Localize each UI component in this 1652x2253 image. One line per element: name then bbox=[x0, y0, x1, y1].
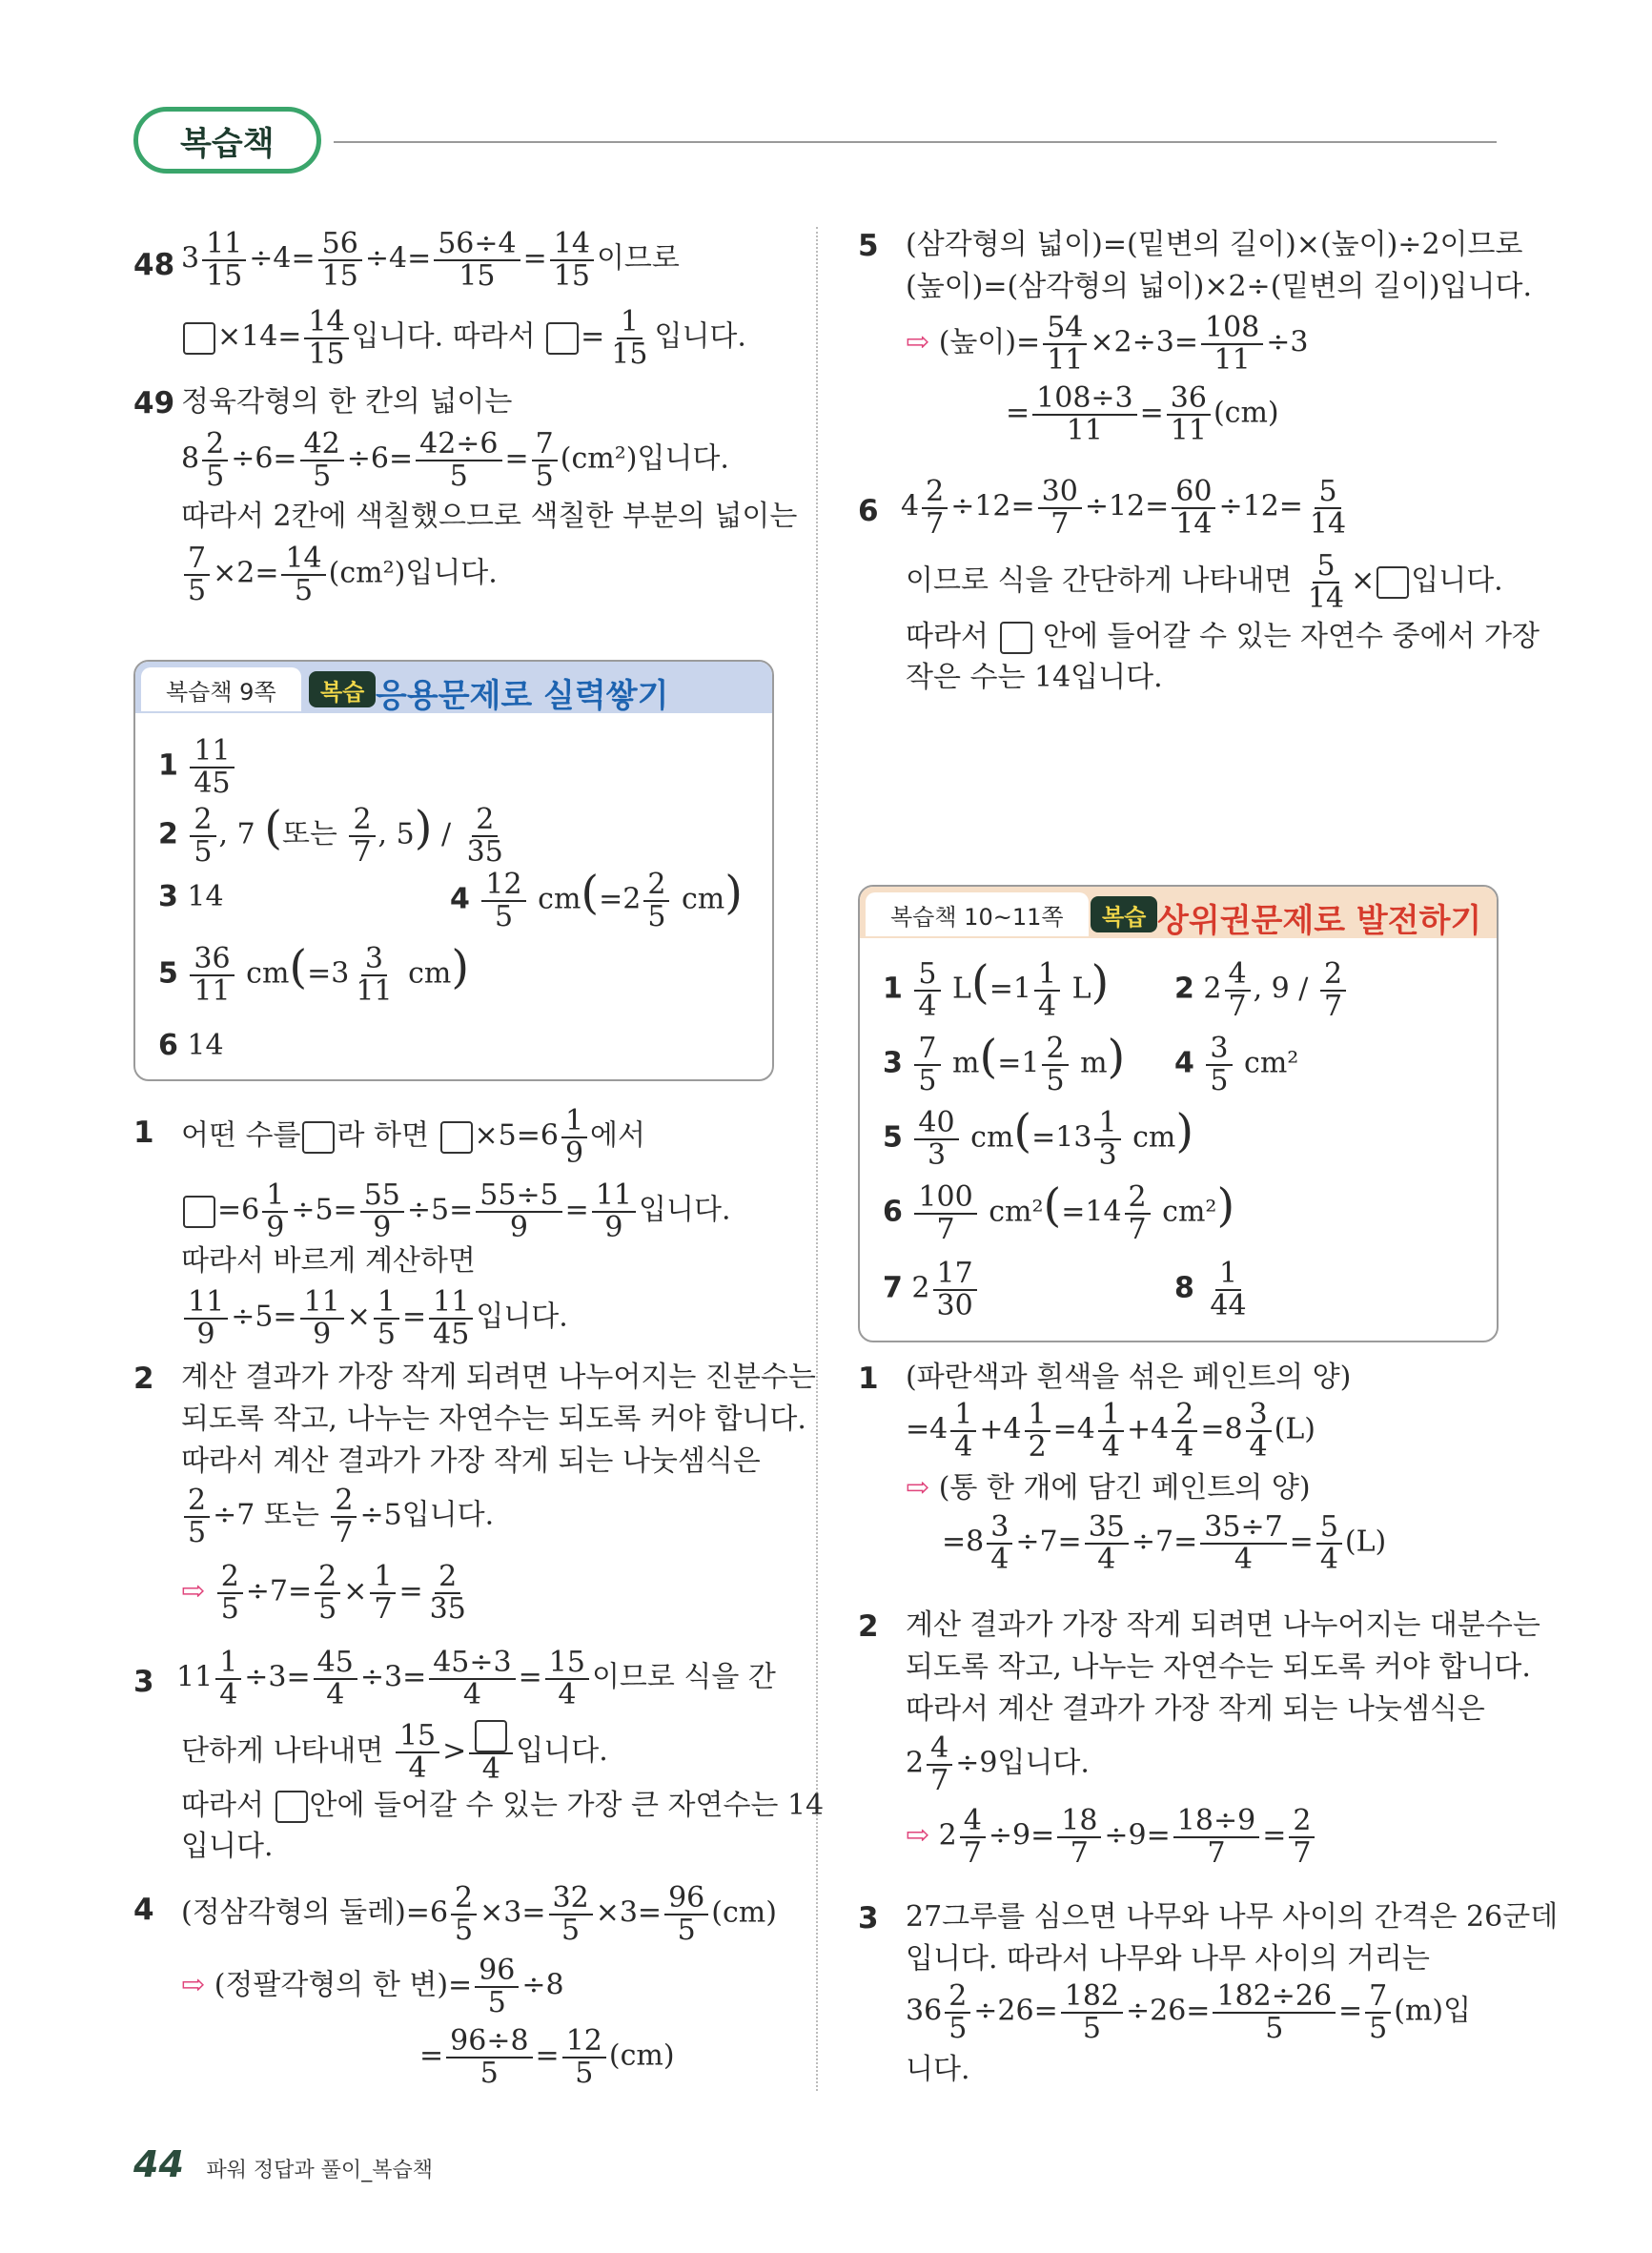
equation-line: 어떤 수를 라 하면 ×5=6 $\frac{1}{9}$ 에서 bbox=[181, 1104, 646, 1170]
answer-5: 5 $\frac{36}{11}$ cm(=3 $\frac{3}{11}$ cm) bbox=[158, 940, 470, 1008]
problem-number: 2 bbox=[858, 1609, 879, 1644]
equation-line: ⇨ 2 $\frac{4}{7}$ ÷9= $\frac{18}{7}$ ÷9= $\frac{18\div 9}{7}$ = $\frac{2}{7}$ bbox=[906, 1806, 1317, 1868]
equation-line: 단하게 나타내면 $\frac{15}{4}$ > 4 입니다. bbox=[181, 1719, 608, 1786]
equation-line: 이므로 식을 간단하게 나타내면 $\frac{5}{14}$ × 입니다. bbox=[906, 549, 1503, 615]
equation-line: =4 $\frac{1}{4}$ +4 $\frac{1}{2}$ =4 $\frac{1}{4}$ +4 $\frac{2}{4}$ =8 $\frac{3}{4}$ (L) bbox=[906, 1398, 1315, 1464]
equation-line: 2 $\frac{4}{7}$ ÷9입니다. bbox=[906, 1731, 1090, 1797]
review-book-badge bbox=[133, 107, 321, 174]
advanced-problems-panel bbox=[858, 885, 1499, 1342]
review-badge: 복습 bbox=[309, 671, 376, 707]
equation-line: $\frac{7}{5}$ ×2= $\frac{14}{5}$ (cm²)입니다. bbox=[181, 543, 498, 605]
problem-number: 5 bbox=[858, 229, 879, 263]
text-line: 정육각형의 한 칸의 넓이는 bbox=[181, 385, 513, 419]
header-rule bbox=[334, 141, 1497, 143]
equation-line: = $\frac{96\div 8}{5}$ = $\frac{12}{5}$ (cm) bbox=[419, 2024, 675, 2090]
equation-line: 4 $\frac{2}{7}$ ÷12= $\frac{30}{7}$ ÷12= $\frac{60}{14}$ ÷12= $\frac{5}{14}$ bbox=[901, 475, 1347, 541]
problem-number: 48 bbox=[133, 248, 175, 282]
answer-1: 1 $\frac{5}{4}$ L(=1 $\frac{1}{4}$ L) bbox=[883, 955, 1110, 1023]
problem-number: 4 bbox=[133, 1893, 154, 1927]
blank-box bbox=[1377, 566, 1409, 599]
blank-box bbox=[183, 322, 215, 355]
blank-box bbox=[302, 1121, 335, 1154]
text-line: 따라서 2칸에 색칠했으므로 색칠한 부분의 넓이는 bbox=[181, 500, 798, 533]
text-line: 따라서 바르게 계산하면 bbox=[181, 1244, 476, 1278]
text-line: 계산 결과가 가장 작게 되려면 나누어지는 대분수는 bbox=[906, 1608, 1540, 1642]
equation-line: =6 $\frac{1}{9}$ ÷5= $\frac{55}{9}$ ÷5= $\frac{55\div 5}{9}$ = $\frac{11}{9}$ 입니다. bbox=[181, 1180, 730, 1242]
equation-line: ⇨ $\frac{2}{5}$ ÷7= $\frac{2}{5}$ × $\frac{1}{7}$ = $\frac{2}{35}$ bbox=[181, 1560, 466, 1626]
answer-6: 6 $\frac{100}{7}$ cm²(=14 $\frac{2}{7}$ cm²) bbox=[883, 1178, 1235, 1246]
blank-box bbox=[440, 1121, 473, 1154]
text-line: 따라서 계산 결과가 가장 작게 되는 나눗셈식은 bbox=[906, 1692, 1485, 1726]
text-line: 따라서 계산 결과가 가장 작게 되는 나눗셈식은 bbox=[181, 1444, 761, 1478]
problem-number: 3 bbox=[133, 1665, 154, 1699]
problem-number: 3 bbox=[858, 1901, 879, 1936]
review-badge: 복습 bbox=[1091, 896, 1157, 932]
text-line: (높이)=(삼각형의 넓이)×2÷(밑변의 길이)입니다. bbox=[906, 270, 1533, 303]
page-footer bbox=[133, 2143, 433, 2185]
answer-4: 4 $\frac{12}{5}$ cm(=2 $\frac{2}{5}$ cm) bbox=[450, 866, 743, 933]
equation-line: = $\frac{108\div 3}{11}$ = $\frac{36}{11}$ (cm) bbox=[1006, 381, 1279, 447]
panel-tab: 복습책 9쪽 bbox=[141, 667, 301, 711]
blank-box bbox=[183, 1196, 215, 1228]
problem-number: 1 bbox=[133, 1116, 154, 1150]
text-line: 작은 수는 14입니다. bbox=[906, 661, 1163, 694]
problem-number: 2 bbox=[133, 1362, 154, 1396]
text-line: 따라서 안에 들어갈 수 있는 가장 큰 자연수는 14 bbox=[181, 1789, 825, 1822]
text-line: 니다. bbox=[906, 2053, 970, 2086]
footer-text: 파워 정답과 풀이_복습책 bbox=[206, 2159, 433, 2182]
text-line: 27그루를 심으면 나무와 나무 사이의 간격은 26군데 bbox=[906, 1900, 1559, 1934]
answer-4: 4 $\frac{3}{5}$ cm² bbox=[1174, 1032, 1299, 1097]
problem-number: 49 bbox=[133, 386, 175, 420]
answer-2: 2 2 $\frac{4}{7}$ , 9 / $\frac{2}{7}$ bbox=[1174, 959, 1349, 1021]
review-book-label: 복습책 bbox=[180, 124, 275, 163]
equation-line: 8 $\frac{2}{5}$ ÷6= $\frac{42}{5}$ ÷6= $\frac{42\div 6}{5}$ = $\frac{7}{5}$ (cm²)입니다. bbox=[181, 427, 729, 493]
equation-line: 36 $\frac{2}{5}$ ÷26= $\frac{182}{5}$ ÷26= $\frac{182\div 26}{5}$ = $\frac{7}{5}$ (m)입 bbox=[906, 1979, 1472, 2045]
blank-box bbox=[275, 1791, 308, 1823]
answer-7: 7 2 $\frac{17}{30}$ bbox=[883, 1259, 980, 1321]
blank-box bbox=[1000, 622, 1032, 654]
panel-title: 응용문제로 실력쌓기 bbox=[376, 677, 669, 715]
equation-line: ×14= $\frac{14}{15}$ 입니다. 따라서 = $\frac{1}{15}$ 입니다. bbox=[181, 307, 746, 369]
answer-3: 3 14 bbox=[158, 880, 224, 913]
answer-6: 6 14 bbox=[158, 1029, 224, 1062]
text-line: 계산 결과가 가장 작게 되려면 나누어지는 진분수는 bbox=[181, 1361, 816, 1394]
text-line: 입니다. 따라서 나무와 나무 사이의 거리는 bbox=[906, 1942, 1430, 1976]
answer-2: 2 $\frac{2}{5}$ , 7 (또는 $\frac{2}{7}$ , 5) / $\frac{2}{35}$ bbox=[158, 801, 503, 869]
equation-line: ⇨ (정팔각형의 한 변)= $\frac{96}{5}$ ÷8 bbox=[181, 1954, 564, 2019]
panel-title: 상위권문제로 발전하기 bbox=[1157, 902, 1482, 940]
answer-8: 8 $\frac{1}{44}$ bbox=[1174, 1257, 1247, 1322]
problem-number: 6 bbox=[858, 494, 879, 528]
equation-line: (정삼각형의 둘레)=6 $\frac{2}{5}$ ×3= $\frac{32}{5}$ ×3= $\frac{96}{5}$ (cm) bbox=[181, 1881, 777, 1947]
text-line: ⇨ (통 한 개에 담긴 페인트의 양) bbox=[906, 1471, 1311, 1505]
text-line: 따라서 안에 들어갈 수 있는 자연수 중에서 가장 bbox=[906, 620, 1540, 653]
blank-box bbox=[475, 1720, 507, 1752]
equation-line: ⇨ (높이)= $\frac{54}{11}$ ×2÷3= $\frac{108}{11}$ ÷3 bbox=[906, 311, 1309, 377]
answer-1: 1 $\frac{11}{45}$ bbox=[158, 736, 237, 798]
text-line: 입니다. bbox=[181, 1830, 274, 1863]
text-line: (삼각형의 넓이)=(밑변의 길이)×(높이)÷2이므로 bbox=[906, 228, 1523, 261]
text-line: 되도록 작고, 나누는 자연수는 되도록 커야 합니다. bbox=[181, 1403, 806, 1436]
equation-line: $\frac{11}{9}$ ÷5= $\frac{11}{9}$ × $\frac{1}{5}$ = $\frac{11}{45}$ 입니다. bbox=[181, 1287, 568, 1349]
panel-tab: 복습책 10~11쪽 bbox=[866, 892, 1089, 936]
problem-number: 1 bbox=[858, 1362, 879, 1396]
answer-5: 5 $\frac{40}{3}$ cm(=13 $\frac{1}{3}$ cm) bbox=[883, 1104, 1194, 1172]
equation-line: $\frac{2}{5}$ ÷7 또는 $\frac{2}{7}$ ÷5입니다. bbox=[181, 1485, 494, 1547]
text-line: (파란색과 흰색을 섞은 페인트의 양) bbox=[906, 1361, 1352, 1394]
section-header bbox=[133, 107, 321, 174]
applied-problems-panel bbox=[133, 660, 774, 1081]
blank-box bbox=[546, 322, 579, 355]
text-line: 되도록 작고, 나누는 자연수는 되도록 커야 합니다. bbox=[906, 1650, 1531, 1684]
equation-line: 11 $\frac{1}{4}$ ÷3= $\frac{45}{4}$ ÷3= $\frac{45\div 3}{4}$ = $\frac{15}{4}$ 이므로 식을 간 bbox=[176, 1646, 776, 1711]
equation-line: 3 $\frac{11}{15}$ ÷4= $\frac{56}{15}$ ÷4= $\frac{56\div 4}{15}$ = $\frac{14}{15}$ 이므로 bbox=[181, 227, 680, 293]
answer-3: 3 $\frac{7}{5}$ m(=1 $\frac{2}{5}$ m) bbox=[883, 1030, 1126, 1097]
equation-line: =8 $\frac{3}{4}$ ÷7= $\frac{35}{4}$ ÷7= $\frac{35\div 7}{4}$ = $\frac{5}{4}$ (L) bbox=[942, 1510, 1387, 1576]
page-number: 44 bbox=[133, 2143, 184, 2185]
